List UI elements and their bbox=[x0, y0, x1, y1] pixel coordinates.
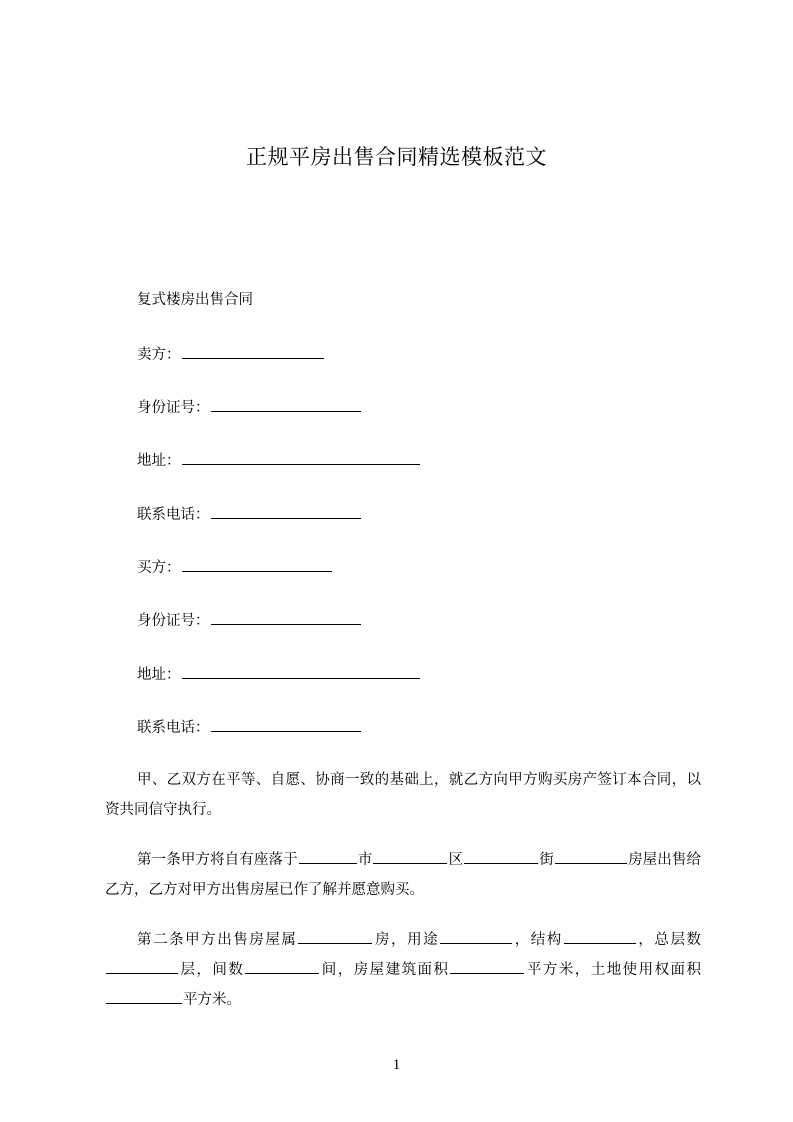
article-1-text-4: 街 bbox=[539, 852, 554, 868]
article-1-street-blank bbox=[464, 849, 538, 864]
article-1-city-blank bbox=[299, 849, 357, 864]
seller-address-label: 地址： bbox=[137, 453, 181, 469]
seller-phone-blank bbox=[211, 504, 361, 519]
buyer-id-line bbox=[137, 610, 361, 631]
seller-id-line bbox=[137, 397, 361, 418]
article-2-text-4: ，总层数 bbox=[636, 932, 702, 948]
article-1-house-blank bbox=[555, 849, 627, 864]
seller-id-label: 身份证号： bbox=[137, 400, 210, 416]
article-1-district-blank bbox=[373, 849, 447, 864]
buyer-phone-line bbox=[137, 717, 361, 738]
seller-label: 卖方： bbox=[137, 347, 181, 363]
document-title: 正规平房出售合同精选模板范文 bbox=[246, 145, 547, 169]
buyer-line bbox=[137, 557, 332, 578]
article-2-floors-blank bbox=[106, 959, 178, 974]
buyer-phone-label: 联系电话： bbox=[137, 720, 210, 736]
buyer-blank bbox=[182, 557, 332, 572]
article-2-structure-blank bbox=[564, 929, 636, 944]
seller-phone-line bbox=[137, 504, 361, 525]
buyer-address-blank bbox=[182, 664, 420, 679]
article-2-text-3: ，结构 bbox=[513, 932, 563, 948]
article-2-land-area-blank bbox=[106, 989, 182, 1004]
article-1-paragraph bbox=[105, 845, 701, 905]
page-number: 1 bbox=[392, 1057, 401, 1073]
buyer-address-label: 地址： bbox=[137, 667, 181, 683]
article-1-text-5: 房屋出售给乙方，乙方对甲方出售房屋已作了解并愿意购买。 bbox=[105, 852, 702, 898]
seller-phone-label: 联系电话： bbox=[137, 507, 210, 523]
seller-address-line bbox=[137, 450, 420, 471]
buyer-phone-blank bbox=[211, 717, 361, 732]
article-2-text-5: 层，间数 bbox=[179, 962, 245, 978]
seller-line bbox=[137, 344, 324, 365]
seller-id-blank bbox=[211, 397, 361, 412]
article-2-text-7: 平方米，土地使用权面积 bbox=[525, 962, 702, 978]
intro-paragraph: 甲、乙双方在平等、自愿、协商一致的基础上，就乙方向甲方购买房产签订本合同，以资共同信守执行。 bbox=[105, 772, 701, 818]
article-2-house-type-blank bbox=[298, 929, 372, 944]
article-1-text-3: 区 bbox=[448, 852, 464, 868]
article-2-building-area-blank bbox=[450, 959, 524, 974]
article-1-text-2: 市 bbox=[357, 852, 373, 868]
article-2-text-1: 第二条甲方出售房屋属 bbox=[137, 932, 298, 948]
seller-blank bbox=[182, 344, 324, 359]
article-2-text-6: 间，房屋建筑面积 bbox=[320, 962, 450, 978]
article-2-paragraph bbox=[105, 925, 701, 1015]
buyer-id-label: 身份证号： bbox=[137, 613, 210, 629]
buyer-address-line bbox=[137, 664, 420, 685]
article-1-text-1: 第一条甲方将自有座落于 bbox=[137, 852, 298, 868]
article-2-text-2: 房，用途 bbox=[373, 932, 440, 948]
article-2-rooms-blank bbox=[245, 959, 319, 974]
article-2-usage-blank bbox=[440, 929, 512, 944]
article-2-text-8: 平方米。 bbox=[183, 992, 241, 1008]
contract-subtitle: 复式楼房出售合同 bbox=[137, 292, 253, 308]
buyer-id-blank bbox=[211, 610, 361, 625]
buyer-label: 买方： bbox=[137, 560, 181, 576]
seller-address-blank bbox=[182, 450, 420, 465]
